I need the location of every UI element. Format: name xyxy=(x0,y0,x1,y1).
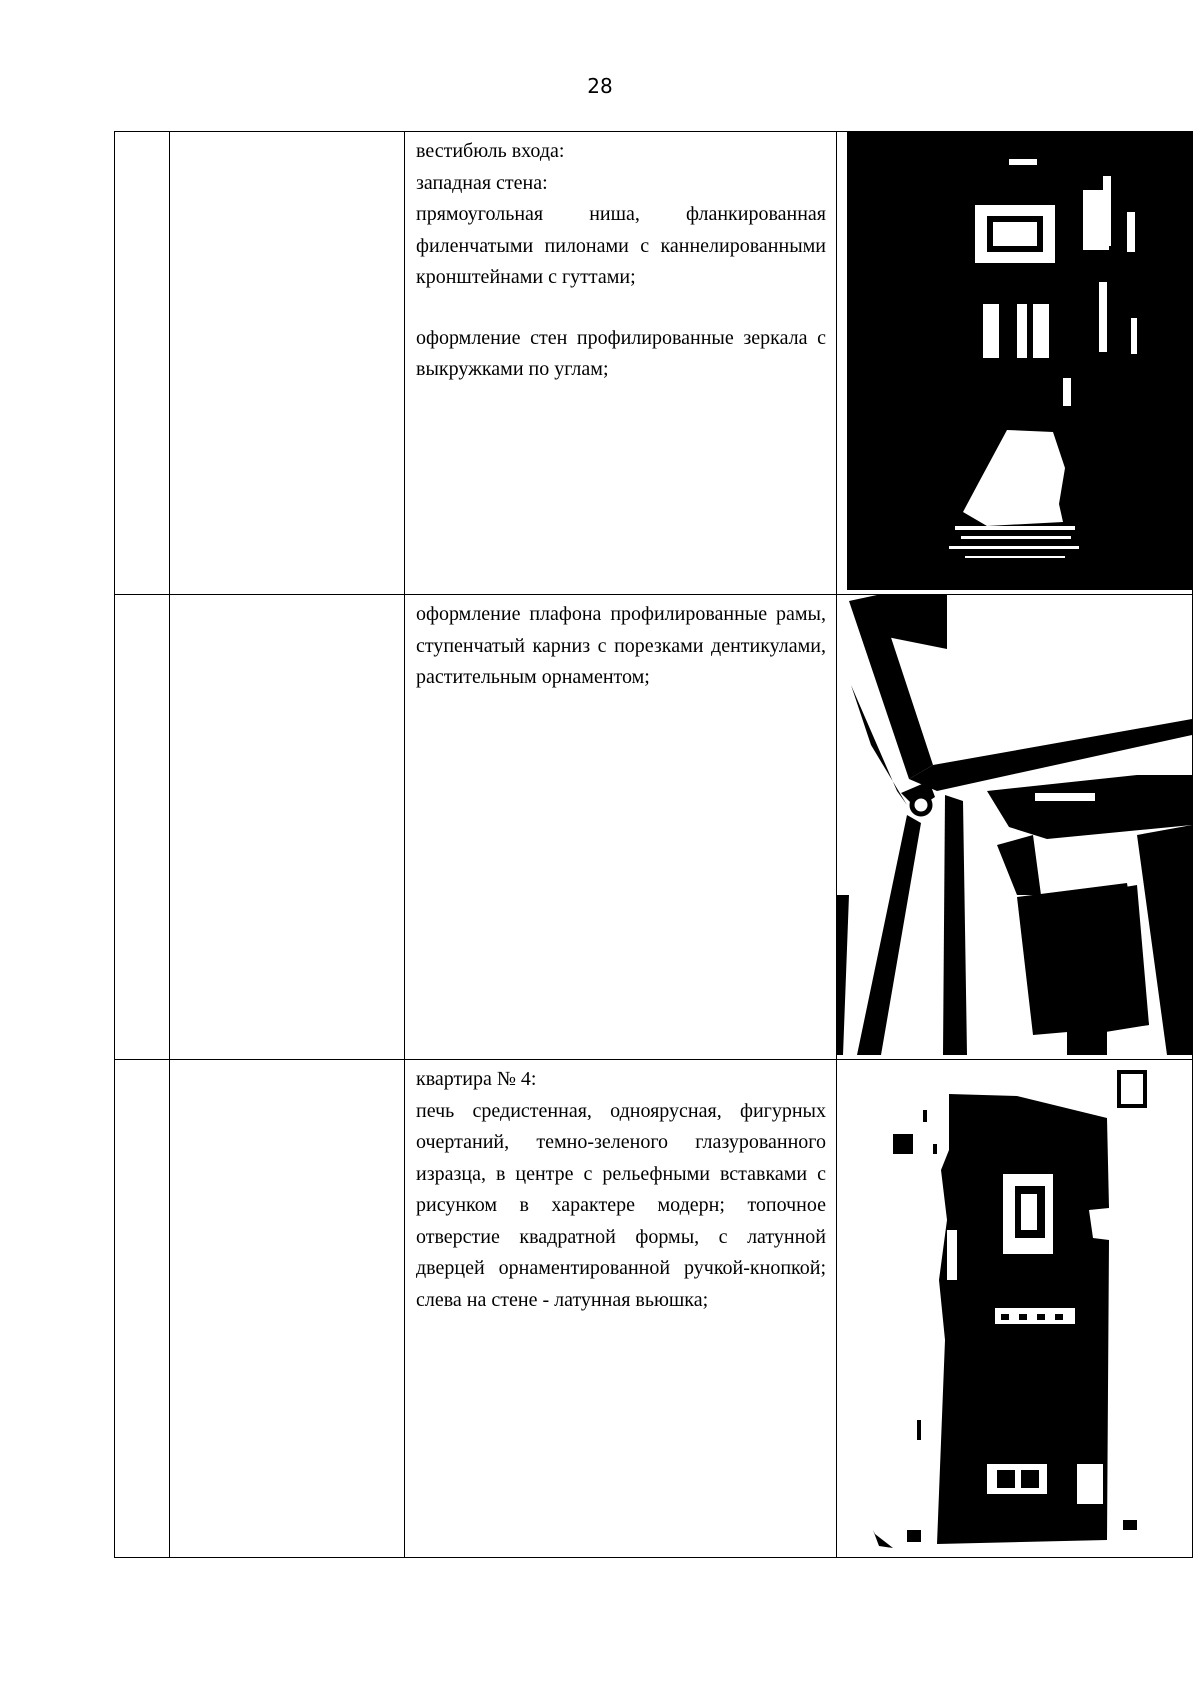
table-row xyxy=(115,595,1193,1060)
vestibule-photo xyxy=(837,132,1192,590)
description-line: прямоугольная ниша, фланкированная филенчатыми пилонами с каннелированными кронштейнами с гуттами; xyxy=(416,203,826,288)
stove-photo xyxy=(837,1060,1192,1553)
description-line: вестибюль входа: xyxy=(416,140,565,162)
table-row xyxy=(115,132,1193,595)
table-row xyxy=(115,1060,1193,1558)
ceiling-photo xyxy=(837,595,1192,1055)
description-cell xyxy=(405,1060,837,1558)
photo-cell xyxy=(837,1060,1193,1558)
page-number: 28 xyxy=(587,74,613,98)
description-line: оформление плафона профилированные рамы, ступенчатый карниз с порезками дентикулами, растительным орнаментом; xyxy=(416,603,826,688)
monument-elements-table xyxy=(114,131,1193,1558)
element-name-cell xyxy=(170,1060,405,1558)
row-number-cell xyxy=(115,132,170,595)
element-name-cell xyxy=(170,132,405,595)
description-line: оформление стен профилированные зеркала с выкружками по углам; xyxy=(416,326,826,380)
row-number-cell xyxy=(115,595,170,1060)
element-name-cell xyxy=(170,595,405,1060)
photo-cell xyxy=(837,132,1193,595)
description-line: печь средистенная, одноярусная, фигурных очертаний, темно-зеленого глазурованного изразца, в центре с рельефными вставками с рисунком в характере модерн; топочное отверстие квадратной формы, с латунной дверцей орнаментированной ручкой-кнопкой; слева на стене - латунная вьюшка; xyxy=(416,1099,826,1311)
description-line: квартира № 4: xyxy=(416,1068,537,1090)
description-cell xyxy=(405,595,837,1060)
photo-cell xyxy=(837,595,1193,1060)
description-line: западная стена: xyxy=(416,171,548,194)
description-cell xyxy=(405,132,837,595)
row-number-cell xyxy=(115,1060,170,1558)
